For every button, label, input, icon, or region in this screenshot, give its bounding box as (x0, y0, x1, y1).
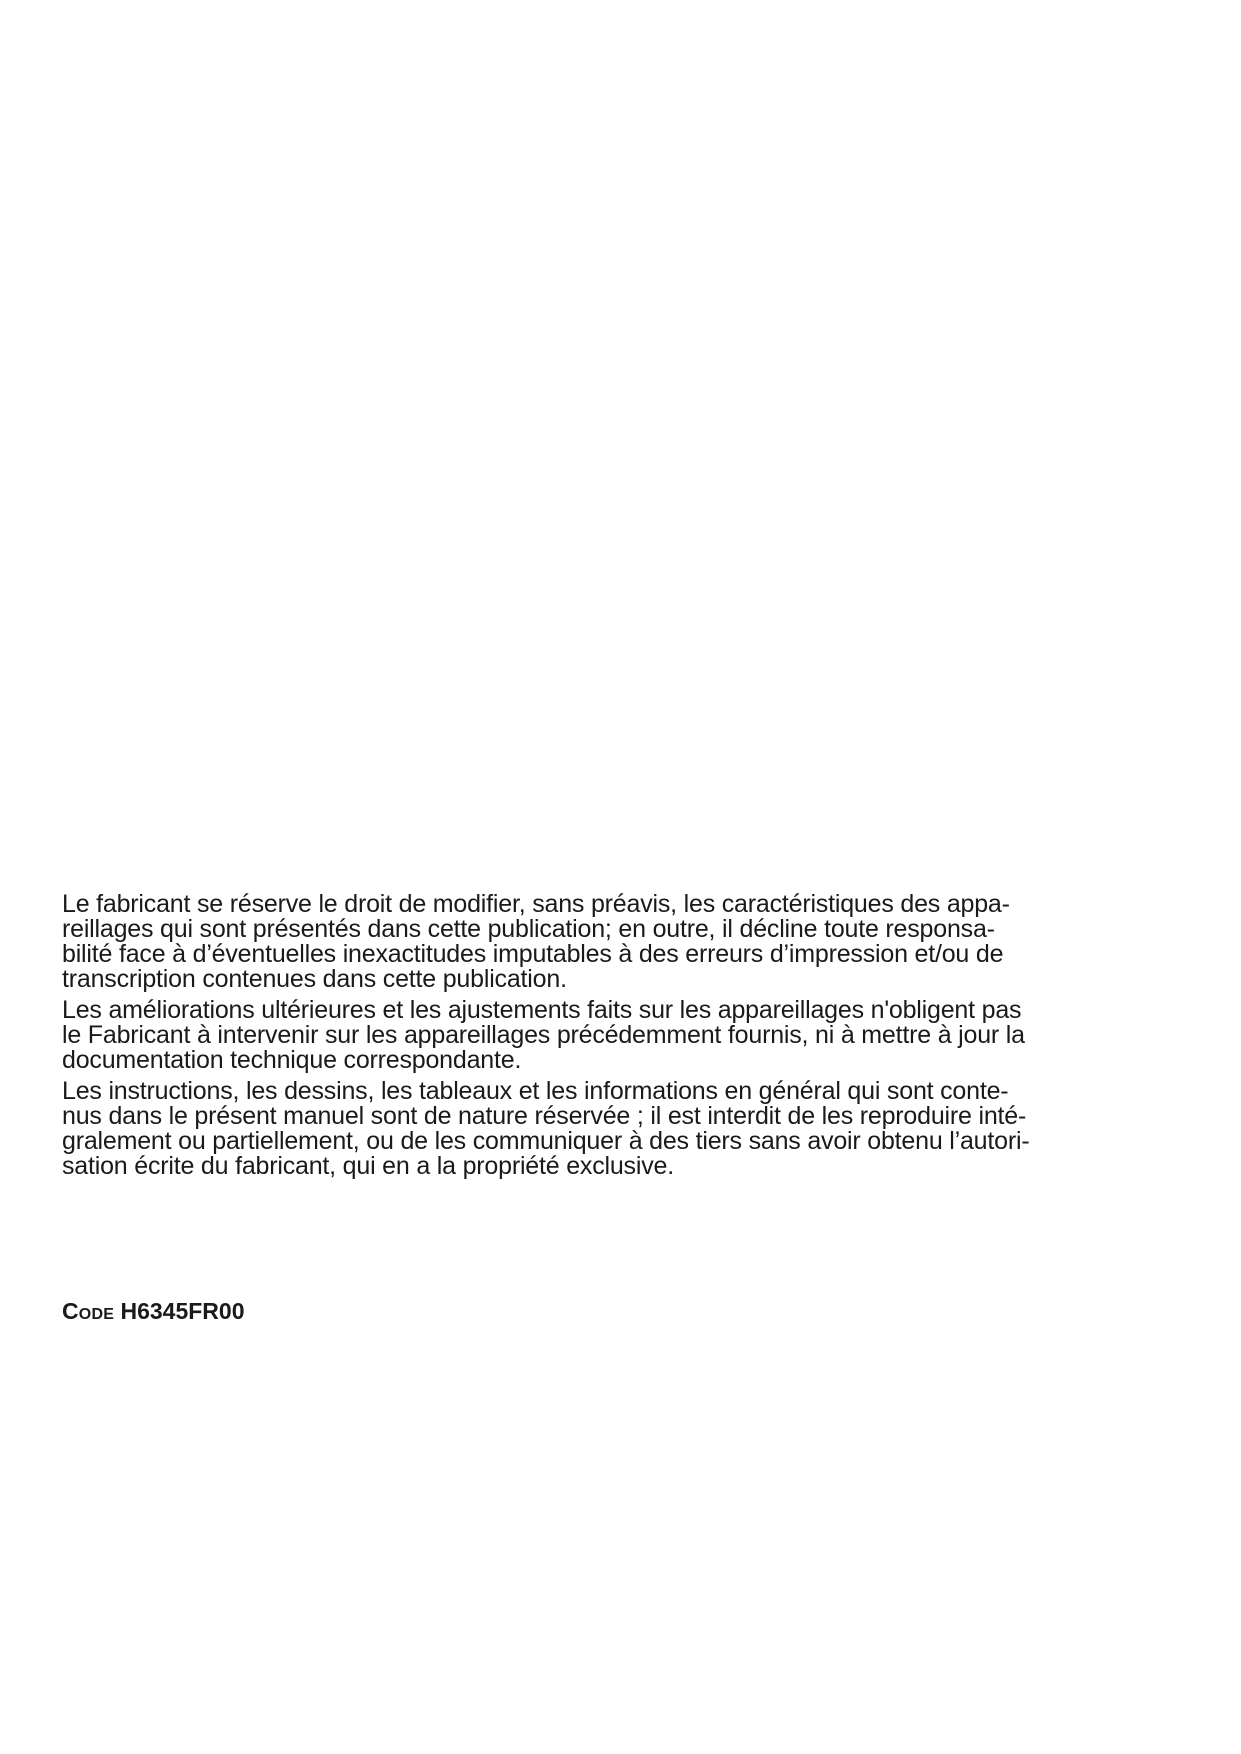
text-line: Les améliorations ultérieures et les ajustements faits sur les appareillages n'obligent pas (62, 996, 1022, 1024)
document-code (62, 1298, 245, 1324)
disclaimer-paragraph-improvements (62, 998, 1142, 1073)
text-line: nus dans le présent manuel sont de nature réservée ; il est interdit de les reproduire inté- (62, 1102, 1027, 1130)
disclaimer-text (62, 892, 1142, 1185)
text-line: le Fabricant à intervenir sur les appareillages précédemment fournis, ni à mettre à jour la (62, 1021, 1025, 1049)
document-code-label: Code (62, 1298, 115, 1324)
text-line: Le fabricant se réserve le droit de modifier, sans préavis, les caractéristiques des appa- (62, 890, 1010, 918)
disclaimer-paragraph-modifications (62, 892, 1142, 992)
text-line: transcription contenues dans cette publication. (62, 965, 567, 993)
text-line: reillages qui sont présentés dans cette publication; en outre, il décline toute responsa- (62, 915, 995, 943)
disclaimer-paragraph-confidentiality (62, 1079, 1142, 1179)
text-line: documentation technique correspondante. (62, 1046, 522, 1074)
text-line: Les instructions, les dessins, les tableaux et les informations en général qui sont conte- (62, 1077, 1009, 1105)
document-code-value: H6345FR00 (120, 1298, 245, 1324)
text-line: gralement ou partiellement, ou de les communiquer à des tiers sans avoir obtenu l’autori- (62, 1127, 1030, 1155)
text-line: bilité face à d’éventuelles inexactitudes imputables à des erreurs d’impression et/ou de (62, 940, 1004, 968)
text-line: sation écrite du fabricant, qui en a la propriété exclusive. (62, 1152, 674, 1180)
